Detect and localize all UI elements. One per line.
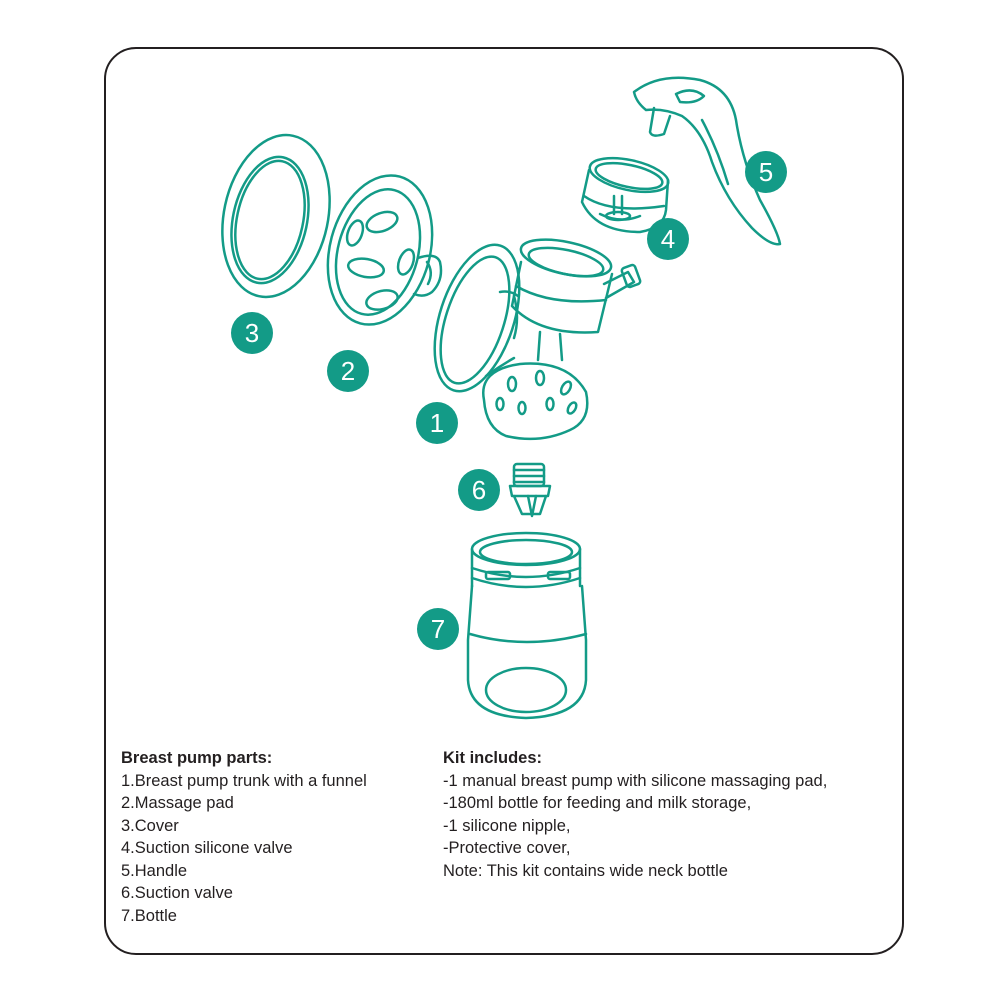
svg-text:1: 1	[429, 408, 445, 438]
badge-3	[231, 312, 273, 354]
suction-valve-illustration	[510, 464, 550, 516]
bottle-illustration	[468, 533, 586, 718]
svg-text:6: 6	[471, 475, 487, 505]
badge-5	[745, 151, 787, 193]
badge-4	[647, 218, 689, 260]
svg-text:7: 7	[430, 614, 446, 644]
kit-item: -180ml bottle for feeding and milk storage,	[443, 794, 752, 812]
kit-note: Note: This kit contains wide neck bottle	[443, 861, 728, 880]
massage-pad-illustration	[312, 164, 448, 337]
parts-list	[121, 747, 431, 927]
svg-text:5: 5	[758, 157, 774, 187]
svg-text:3: 3	[244, 318, 260, 348]
badge-2	[327, 350, 369, 392]
parts-item: 4.Suction silicone valve	[121, 839, 293, 857]
kit-item: -1 manual breast pump with silicone massaging pad,	[443, 771, 828, 790]
badge-1	[416, 402, 458, 444]
parts-item: 3.Cover	[121, 816, 179, 835]
cover-illustration	[208, 125, 344, 307]
parts-item: 2.Massage pad	[121, 794, 234, 812]
badge-7	[417, 608, 459, 650]
silicone-valve-illustration	[582, 152, 671, 232]
parts-item: 1.Breast pump trunk with a funnel	[121, 771, 367, 790]
parts-item: 6.Suction valve	[121, 884, 233, 902]
svg-text:2: 2	[340, 356, 356, 386]
kit-item: -1 silicone nipple,	[443, 816, 571, 835]
svg-text:4: 4	[660, 224, 676, 254]
parts-heading: Breast pump parts:	[121, 749, 273, 767]
parts-item: 7.Bottle	[121, 906, 177, 925]
parts-item: 5.Handle	[121, 861, 188, 880]
kit-item: -Protective cover,	[443, 839, 571, 857]
kit-list	[443, 747, 898, 882]
kit-heading: Kit includes:	[443, 749, 543, 767]
pump-trunk-illustration	[418, 233, 641, 439]
badge-6	[458, 469, 500, 511]
